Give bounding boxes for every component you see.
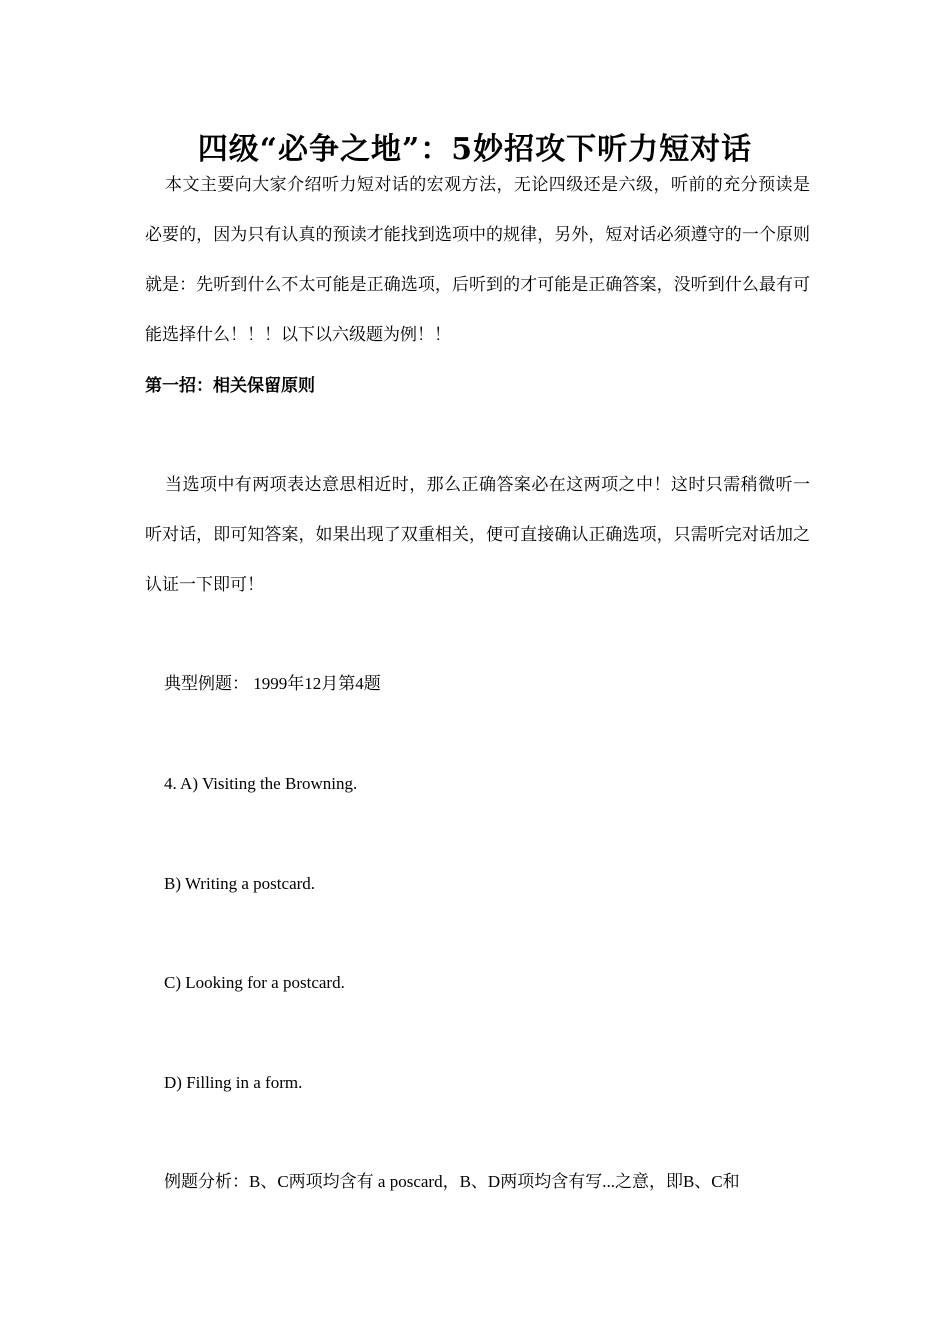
option-d: D) Filling in a form. <box>164 1073 303 1092</box>
section-body-paragraph: 当选项中有两项表达意思相近时，那么正确答案必在这两项之中！这时只需稍微听一听对话，即可知答案，如果出现了双重相关，便可直接确认正确选项，只需听完对话加之认证一下即可！ <box>145 475 810 594</box>
option-b: B) Writing a postcard. <box>164 874 316 893</box>
section-heading: 第一招：相关保留原则 <box>145 376 315 395</box>
option-a: 4. A) Visiting the Browning. <box>164 774 358 793</box>
option-c: C) Looking for a postcard. <box>164 973 345 992</box>
intro-paragraph: 本文主要向大家介绍听力短对话的宏观方法，无论四级还是六级，听前的充分预读是必要的，因为只有认真的预读才能找到选项中的规律，另外，短对话必须遵守的一个原则就是：先听到什么不太可能是正确选项，后听到的才可能是正确答案，没听到什么最有可能选择什么！！！以下以六级题为例！！ <box>145 175 810 344</box>
analysis-paragraph: 例题分析：B、C两项均含有 a poscard，B、D两项均含有写...之意，即B、C和 <box>164 1172 740 1191</box>
example-label: 典型例题： 1999年12月第4题 <box>164 674 381 693</box>
document-title: 四级“必争之地”：5妙招攻下听力短对话 <box>197 132 753 167</box>
